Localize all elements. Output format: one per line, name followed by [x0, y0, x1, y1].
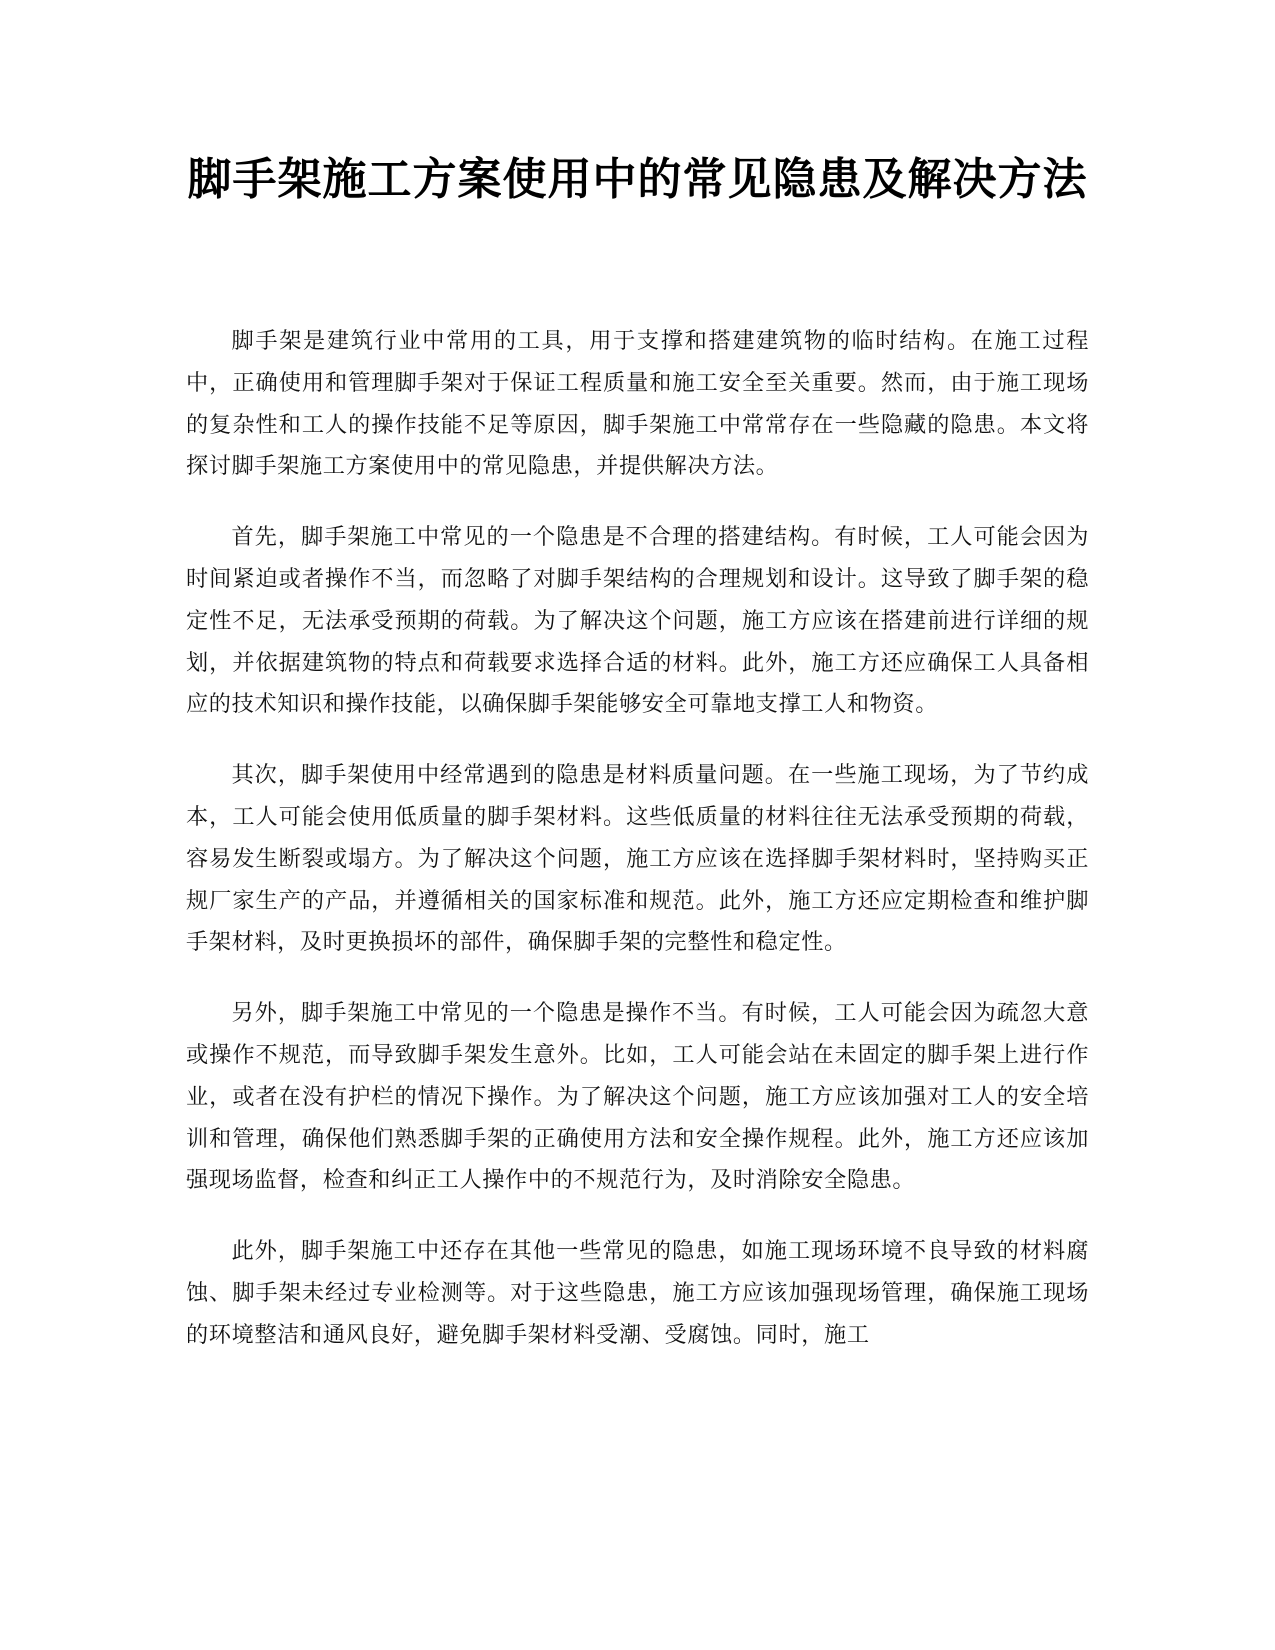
paragraph-other-hazards: 此外，脚手架施工中还存在其他一些常见的隐患，如施工现场环境不良导致的材料腐蚀、脚手架未经过专业检测等。对于这些隐患，施工方应该加强现场管理，确保施工现场的环境整洁和通风良好，避免脚手架材料受潮、受腐蚀。同时，施工: [186, 1238, 1089, 1348]
paragraph-intro: 脚手架是建筑行业中常用的工具，用于支撑和搭建建筑物的临时结构。在施工过程中，正确使用和管理脚手架对于保证工程质量和施工安全至关重要。然而，由于施工现场的复杂性和工人的操作技能不足等原因，脚手架施工中常常存在一些隐藏的隐患。本文将探讨脚手架施工方案使用中的常见隐患，并提供解决方法。: [186, 328, 1089, 480]
paragraph-structure-hazard: 首先，脚手架施工中常见的一个隐患是不合理的搭建结构。有时候，工人可能会因为时间紧迫或者操作不当，而忽略了对脚手架结构的合理规划和设计。这导致了脚手架的稳定性不足，无法承受预期的荷载。为了解决这个问题，施工方应该在搭建前进行详细的规划，并依据建筑物的特点和荷载要求选择合适的材料。此外，施工方还应确保工人具备相应的技术知识和操作技能，以确保脚手架能够安全可靠地支撑工人和物资。: [186, 524, 1089, 718]
paragraph-operation-hazard: 另外，脚手架施工中常见的一个隐患是操作不当。有时候，工人可能会因为疏忽大意或操作不规范，而导致脚手架发生意外。比如，工人可能会站在未固定的脚手架上进行作业，或者在没有护栏的情况下操作。为了解决这个问题，施工方应该加强对工人的安全培训和管理，确保他们熟悉脚手架的正确使用方法和安全操作规程。此外，施工方还应该加强现场监督，检查和纠正工人操作中的不规范行为，及时消除安全隐患。: [186, 1000, 1089, 1194]
paragraph-material-hazard: 其次，脚手架使用中经常遇到的隐患是材料质量问题。在一些施工现场，为了节约成本，工人可能会使用低质量的脚手架材料。这些低质量的材料往往无法承受预期的荷载，容易发生断裂或塌方。为了解决这个问题，施工方应该在选择脚手架材料时，坚持购买正规厂家生产的产品，并遵循相关的国家标准和规范。此外，施工方还应定期检查和维护脚手架材料，及时更换损坏的部件，确保脚手架的完整性和稳定性。: [186, 762, 1089, 956]
document-title: 脚手架施工方案使用中的常见隐患及解决方法: [187, 154, 1088, 205]
document-body: [186, 321, 1089, 1386]
